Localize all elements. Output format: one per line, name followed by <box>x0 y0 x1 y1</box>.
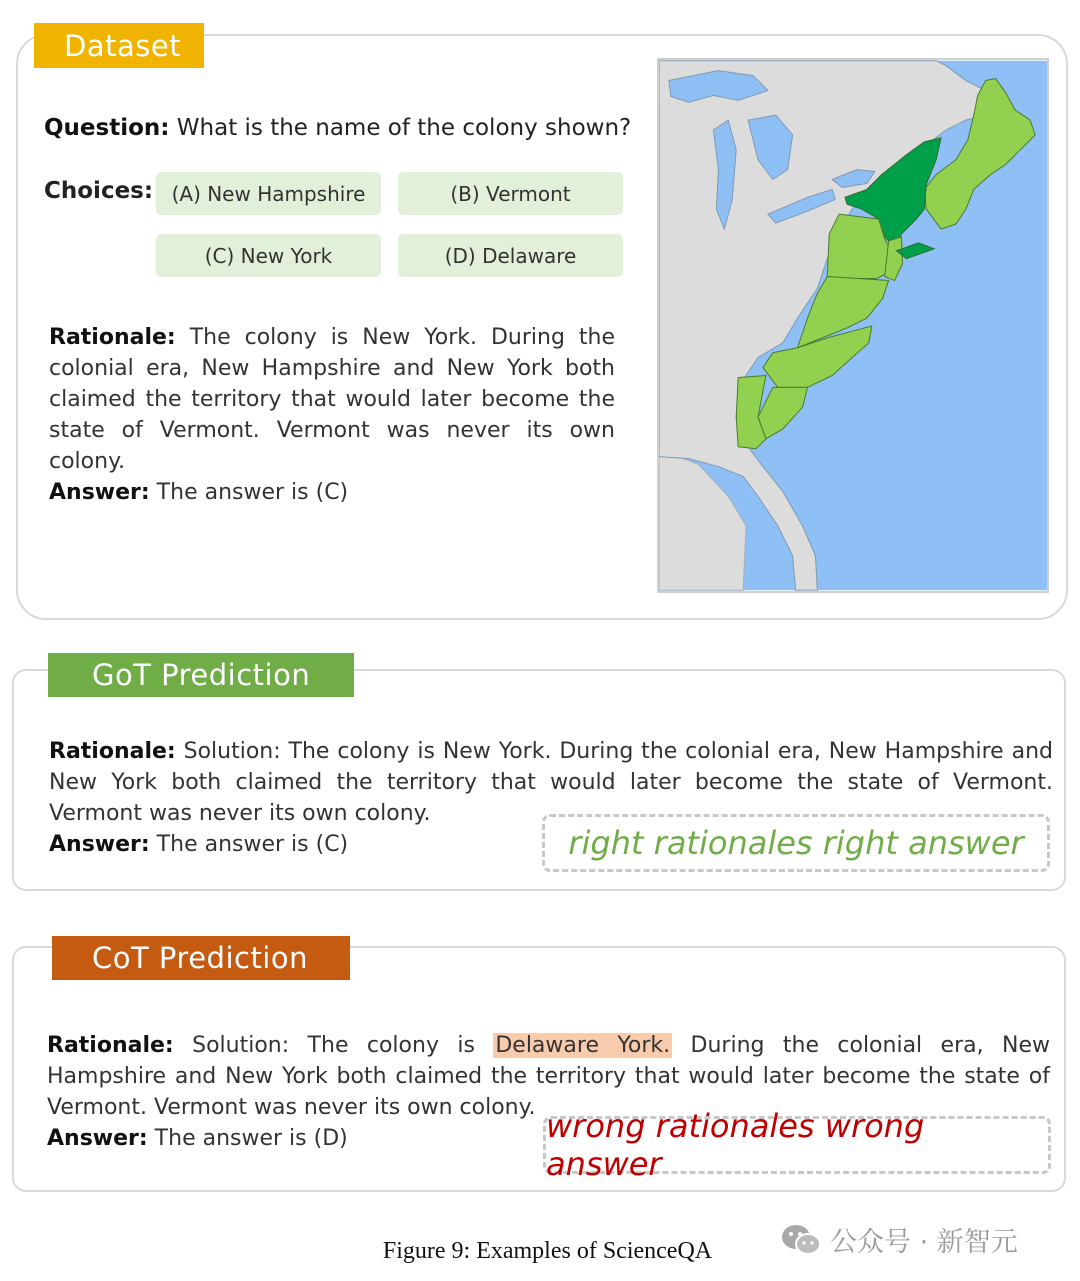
answer-label: Answer: <box>49 480 150 505</box>
wechat-icon <box>780 1222 822 1258</box>
cot-rationale-pre: Solution: The colony is <box>173 1033 494 1058</box>
cot-rationale-post: During the colonial era, New Hampshire and New York both claimed the territory that would later become the state of Vermont. Vermont was never its own colony. <box>47 1033 1050 1120</box>
got-answer-text: The answer is (C) <box>149 832 349 857</box>
got-rationale-label: Rationale: <box>49 739 176 764</box>
choice-d: (D) Delaware <box>398 234 623 277</box>
dataset-tab: Dataset <box>34 23 204 68</box>
cot-rationale-label: Rationale: <box>47 1033 174 1058</box>
choice-a: (A) New Hampshire <box>156 172 381 215</box>
watermark-text: 公众号 · 新智元 <box>830 1227 1018 1258</box>
cot-highlight: Delaware York. <box>495 1033 671 1058</box>
cot-verdict: wrong rationales wrong answer <box>543 1116 1051 1174</box>
got-answer-label: Answer: <box>49 832 150 857</box>
got-rationale-text: Solution: The colony is New York. During the colonial era, New Hampshire and New York both claimed the territory that would later become the state of Vermont. Vermont was never its own colony. <box>49 739 1053 826</box>
watermark <box>780 1220 1018 1259</box>
dataset-rationale <box>49 322 615 508</box>
figure-caption: Figure 9: Examples of ScienceQA <box>382 1238 713 1264</box>
cot-tab: CoT Prediction <box>52 936 350 980</box>
answer-text: The answer is (C) <box>149 480 349 505</box>
question-label: Question: <box>44 115 170 141</box>
rationale-label: Rationale: <box>49 325 176 350</box>
got-verdict: right rationales right answer <box>542 814 1050 872</box>
question-text: What is the name of the colony shown? <box>169 115 632 141</box>
rationale-text: The colony is New York. During the colonial era, New Hampshire and New York both claimed the territory that would later become the state of Vermont. Vermont was never its own colony. <box>49 325 615 474</box>
question <box>44 115 631 141</box>
got-tab: GoT Prediction <box>48 653 354 697</box>
choices-label: Choices: <box>44 178 154 204</box>
cot-answer-text: The answer is (D) <box>147 1126 348 1151</box>
choice-c: (C) New York <box>156 234 381 277</box>
cot-answer-label: Answer: <box>47 1126 148 1151</box>
colony-map <box>657 58 1049 593</box>
choice-b: (B) Vermont <box>398 172 623 215</box>
